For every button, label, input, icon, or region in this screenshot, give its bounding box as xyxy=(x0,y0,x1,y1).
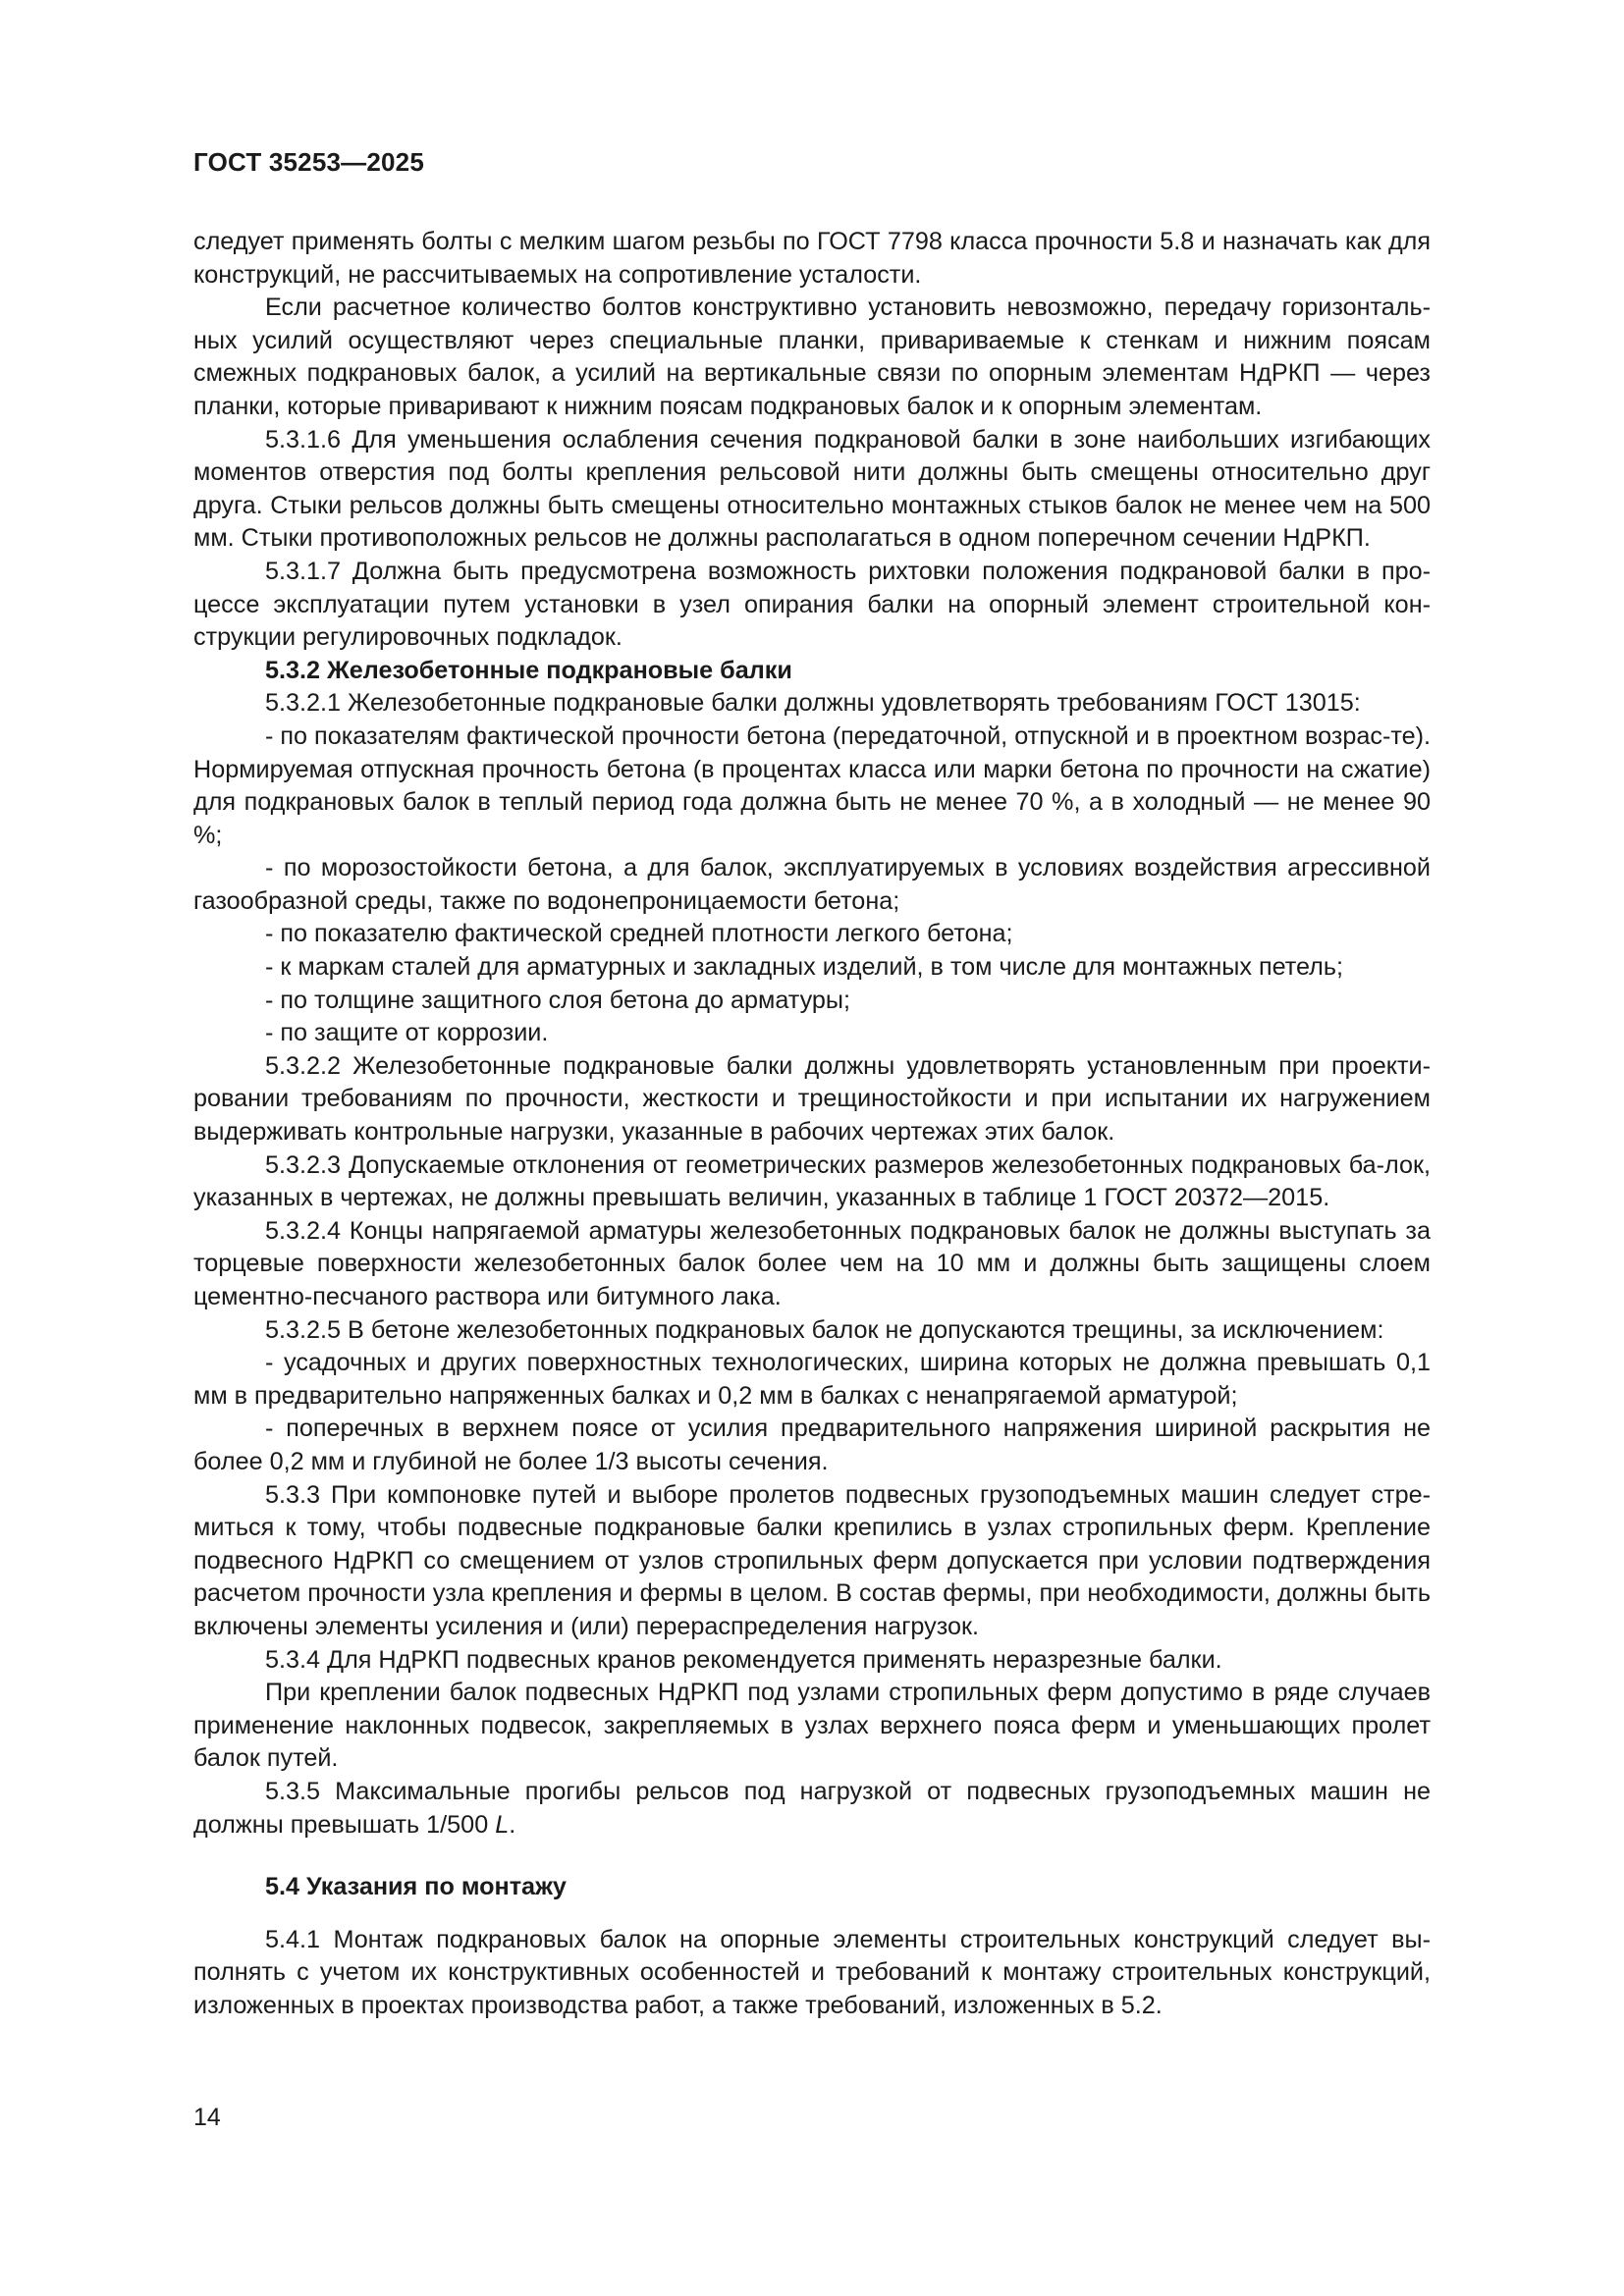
list-item-density: - по показателю фактической средней плотности легкого бетона; xyxy=(265,920,1013,948)
paragraph-5-4-1: 5.4.1 Монтаж подкрановых балок на опорные элементы строительных конструкций следует вы-полнять с учетом их конструктивных особенностей и требований к монтажу строительных конструкций, изложенных в проектах производства работ, а также требований, изложенных в 5.2. xyxy=(193,1925,1431,2019)
list-item-transverse-cracks: - поперечных в верхнем поясе от усилия предварительного напряжения шириной раскрытия не более 0,2 мм и глубиной не более 1/3 высоты сечения. xyxy=(193,1415,1431,1475)
list-item-frost-resistance: - по морозостойкости бетона, а для балок, эксплуатируемых в условиях воздействия агрессивной газообразной среды, также по водонепроницаемости бетона; xyxy=(193,854,1431,915)
paragraph-bolts-continuation: следует применять болты с мелким шагом резьбы по ГОСТ 7798 класса прочности 5.8 и назначать как для конструкций, не рассчитываемых на сопротивление усталости. xyxy=(193,228,1431,289)
paragraph-5-3-5-end: . xyxy=(509,1810,516,1839)
list-item-shrinkage-cracks: - усадочных и других поверхностных технологических, ширина которых не должна превышать 0,1 мм в предварительно напряженных балках и 0,2 мм в балках с ненапрягаемой арматурой; xyxy=(193,1349,1431,1410)
document-body xyxy=(193,226,1431,2022)
list-item-cover-thickness: - по толщине защитного слоя бетона до арматуры; xyxy=(265,986,851,1014)
paragraph-5-3-2-4: 5.3.2.4 Концы напрягаемой арматуры железобетонных подкрановых балок не должны выступать за торцевые поверхности железобетонных балок более чем на 10 мм и должны быть защищены слоем цементно-песчаного раствора или битумного лака. xyxy=(193,1216,1431,1310)
paragraph-horizontal-forces: Если расчетное количество болтов конструктивно установить невозможно, передачу горизонталь-ных усилий осуществляют через специальные планки, привариваемые к стенкам и нижним поясам смежных подкрановых балок, а усилий на вертикальные связи по опорным элементам НдРКП — через планки, которые приваривают к нижним поясам подкрановых балок и к опорным элементам. xyxy=(193,294,1431,420)
paragraph-5-3-5 xyxy=(193,1776,1431,1842)
list-item-steel-grades: - к маркам сталей для арматурных и закладных изделий, в том числе для монтажных петель; xyxy=(265,953,1343,982)
document-header-title: ГОСТ 35253—2025 xyxy=(193,147,424,177)
section-heading-5-3-2: 5.3.2 Железобетонные подкрановые балки xyxy=(265,656,792,684)
list-item-strength: - по показателям фактической прочности бетона (передаточной, отпускной и в проектном возрас-те). Нормируемая отпускная прочность бетона (в процентах класса или марки бетона по прочности на сжатие) для подкрановых балок в теплый период года должна быть не менее 70 %, а в холодный — не менее 90 %; xyxy=(193,721,1431,849)
paragraph-5-3-3: 5.3.3 При компоновке путей и выборе пролетов подвесных грузоподъемных машин следует стре-миться к тому, чтобы подвесные подкрановые балки крепились в узлах стропильных ферм. Крепление подвесного НдРКП со смещением от узлов стропильных ферм допускается при условии подтверждения расчетом прочности узла крепления и фермы в целом. В состав фермы, при необходимости, должны быть включены элементы усиления и (или) перераспределения нагрузок. xyxy=(193,1480,1431,1640)
paragraph-5-3-2-3: 5.3.2.3 Допускаемые отклонения от геометрических размеров железобетонных подкрановых ба-лок, указанных в чертежах, не должны превышать величин, указанных в таблице 1 ГОСТ 20372—2015. xyxy=(193,1150,1431,1212)
list-item-corrosion: - по защите от коррозии. xyxy=(265,1019,549,1047)
paragraph-5-3-5-text: 5.3.5 Максимальные прогибы рельсов под нагрузкой от подвесных грузоподъемных машин не должны превышать 1/500 xyxy=(193,1777,1431,1839)
paragraph-inclined-hangers: При креплении балок подвесных НдРКП под узлами стропильных ферм допустимо в ряде случаев применение наклонных подвесок, закрепляемых в узлах верхнего пояса ферм и уменьшающих пролет балок путей. xyxy=(193,1679,1431,1773)
paragraph-5-3-2-1: 5.3.2.1 Железобетонные подкрановые балки должны удовлетворять требованиям ГОСТ 13015: xyxy=(265,689,1361,718)
paragraph-5-3-2-2: 5.3.2.2 Железобетонные подкрановые балки должны удовлетворять установленным при проекти-ровании требованиям по прочности, жесткости и трещиностойкости и при испытании их нагружением выдерживать контрольные нагрузки, указанные в рабочих чертежах этих балок. xyxy=(193,1051,1431,1147)
page-number: 14 xyxy=(193,2104,221,2131)
section-heading-5-4: 5.4 Указания по монтажу xyxy=(265,1873,567,1901)
paragraph-5-3-1-6: 5.3.1.6 Для уменьшения ослабления сечения подкрановой балки в зоне наибольших изгибающих моментов отверстия под болты крепления рельсовой нити должны быть смещены относительно друг друга. Стыки рельсов должны быть смещены относительно монтажных стыков балок не менее чем на 500 мм. Стыки противоположных рельсов не должны располагаться в одном поперечном сечении НдРКП. xyxy=(193,425,1431,553)
paragraph-5-3-1-7: 5.3.1.7 Должна быть предусмотрена возможность рихтовки положения подкрановой балки в про-цессе эксплуатации путем установки в узел опирания балки на опорный элемент строительной кон-струкции регулировочных подкладок. xyxy=(193,557,1431,652)
paragraph-5-3-2-5: 5.3.2.5 В бетоне железобетонных подкрановых балок не допускаются трещины, за исключением: xyxy=(265,1315,1384,1344)
paragraph-5-3-4: 5.3.4 Для НдРКП подвесных кранов рекомендуется применять неразрезные балки. xyxy=(265,1645,1222,1674)
span-length-symbol: L xyxy=(495,1810,510,1839)
